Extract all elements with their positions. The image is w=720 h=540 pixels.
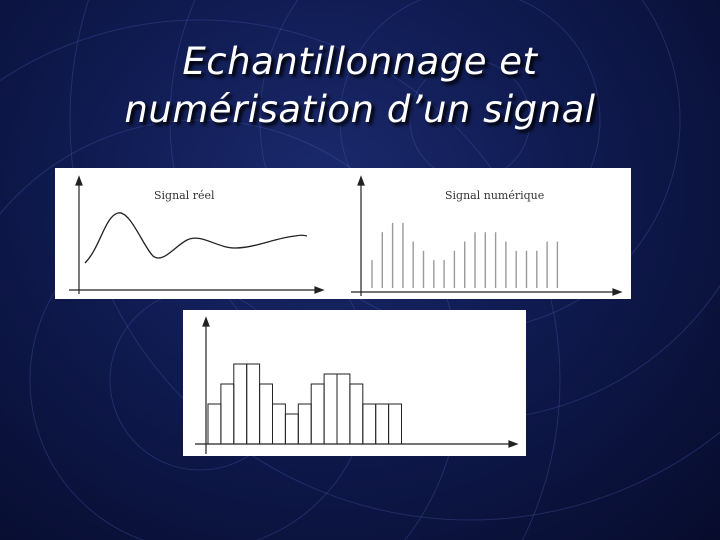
slide-title-line-2: numérisation d’un signal <box>124 88 596 131</box>
quantized-step <box>247 364 260 444</box>
real-signal-curve <box>85 213 307 263</box>
quantized-step <box>298 404 311 444</box>
slide-title-line-1: Echantillonnage et <box>182 40 538 83</box>
quantization-figure-svg <box>183 310 526 456</box>
slide-title <box>0 38 720 134</box>
quantized-step <box>285 414 298 444</box>
quantization-figure <box>183 310 526 456</box>
quantized-steps <box>208 364 402 444</box>
digital-signal-label: Signal numérique <box>445 189 545 202</box>
quantized-step <box>311 384 324 444</box>
quantized-step <box>389 404 402 444</box>
quantized-step <box>273 404 286 444</box>
quantized-step <box>376 404 389 444</box>
real-signal-label: Signal réel <box>154 189 215 202</box>
quantized-step <box>337 374 350 444</box>
quantized-step <box>221 384 234 444</box>
sampling-figure-svg <box>55 168 631 299</box>
quantized-step <box>234 364 247 444</box>
quantized-step <box>324 374 337 444</box>
quantized-step <box>363 404 376 444</box>
quantized-signal-axes <box>195 318 517 454</box>
sampling-figure <box>55 168 631 299</box>
quantized-step <box>260 384 273 444</box>
quantized-step <box>350 384 363 444</box>
quantized-step <box>208 404 221 444</box>
digital-signal-samples <box>372 223 557 288</box>
